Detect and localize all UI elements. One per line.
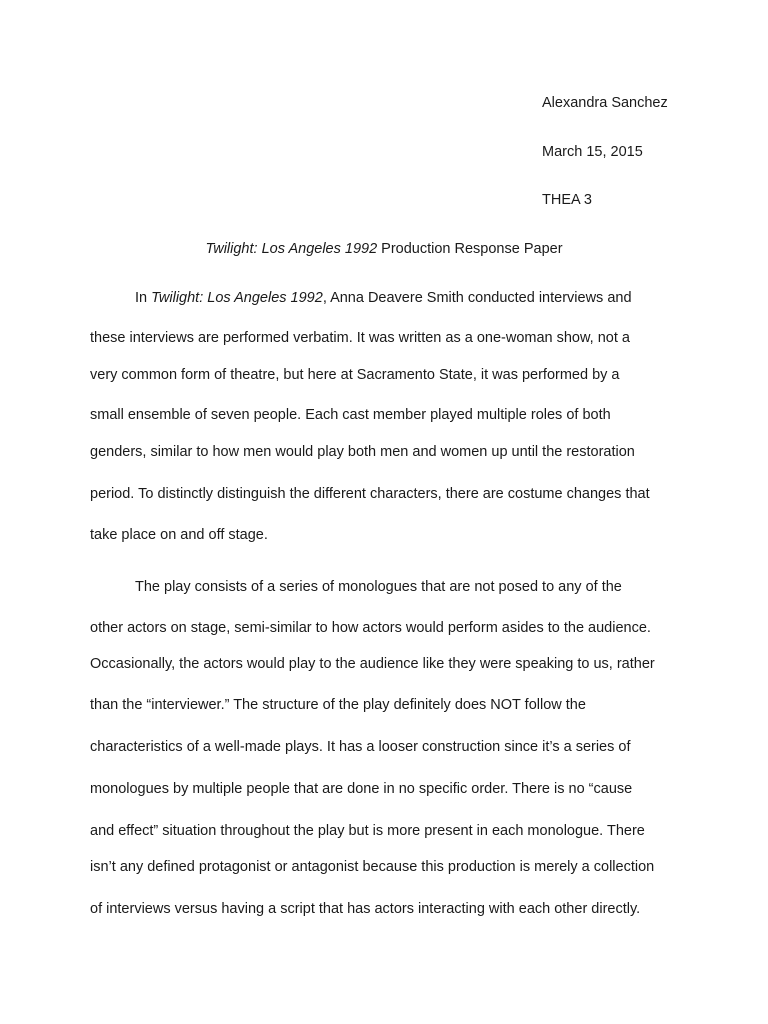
title-rest: Production Response Paper bbox=[377, 241, 563, 257]
document-date: March 15, 2015 bbox=[542, 144, 643, 160]
text-line: very common form of theatre, but here at Sacramento State, it was performed by a bbox=[90, 367, 620, 383]
paper-title bbox=[0, 240, 768, 258]
text-line: isn’t any defined protagonist or antagonist because this production is merely a collection bbox=[90, 859, 655, 875]
text-line: than the “interviewer.” The structure of the play definitely does NOT follow the bbox=[90, 697, 586, 713]
text-line: The play consists of a series of monologues that are not posed to any of the bbox=[135, 579, 622, 595]
text-line: Occasionally, the actors would play to the audience like they were speaking to us, rather bbox=[90, 656, 655, 672]
text-line: genders, similar to how men would play both men and women up until the restoration bbox=[90, 444, 635, 460]
text-span: In bbox=[135, 290, 152, 306]
play-title: Twilight: Los Angeles 1992 bbox=[151, 290, 323, 306]
text-line: monologues by multiple people that are done in no specific order. There is no “cause bbox=[90, 781, 633, 797]
text-line: of interviews versus having a script that has actors interacting with each other directly. bbox=[90, 901, 641, 917]
text-line: small ensemble of seven people. Each cast member played multiple roles of both bbox=[90, 407, 611, 423]
text-line: period. To distinctly distinguish the different characters, there are costume changes that bbox=[90, 486, 650, 502]
text-line: take place on and off stage. bbox=[90, 527, 268, 543]
play-title: Twilight: Los Angeles 1992 bbox=[205, 241, 378, 257]
text-line bbox=[135, 289, 735, 307]
text-line: these interviews are performed verbatim. It was written as a one-woman show, not a bbox=[90, 330, 630, 346]
text-line: and effect” situation throughout the play but is more present in each monologue. There bbox=[90, 823, 645, 839]
course-code: THEA 3 bbox=[542, 192, 592, 208]
text-span: , Anna Deavere Smith conducted interviews and bbox=[322, 290, 632, 306]
author-name: Alexandra Sanchez bbox=[542, 95, 668, 111]
text-line: other actors on stage, semi-similar to how actors would perform asides to the audience. bbox=[90, 620, 651, 636]
text-line: characteristics of a well-made plays. It has a looser construction since it’s a series of bbox=[90, 739, 631, 755]
